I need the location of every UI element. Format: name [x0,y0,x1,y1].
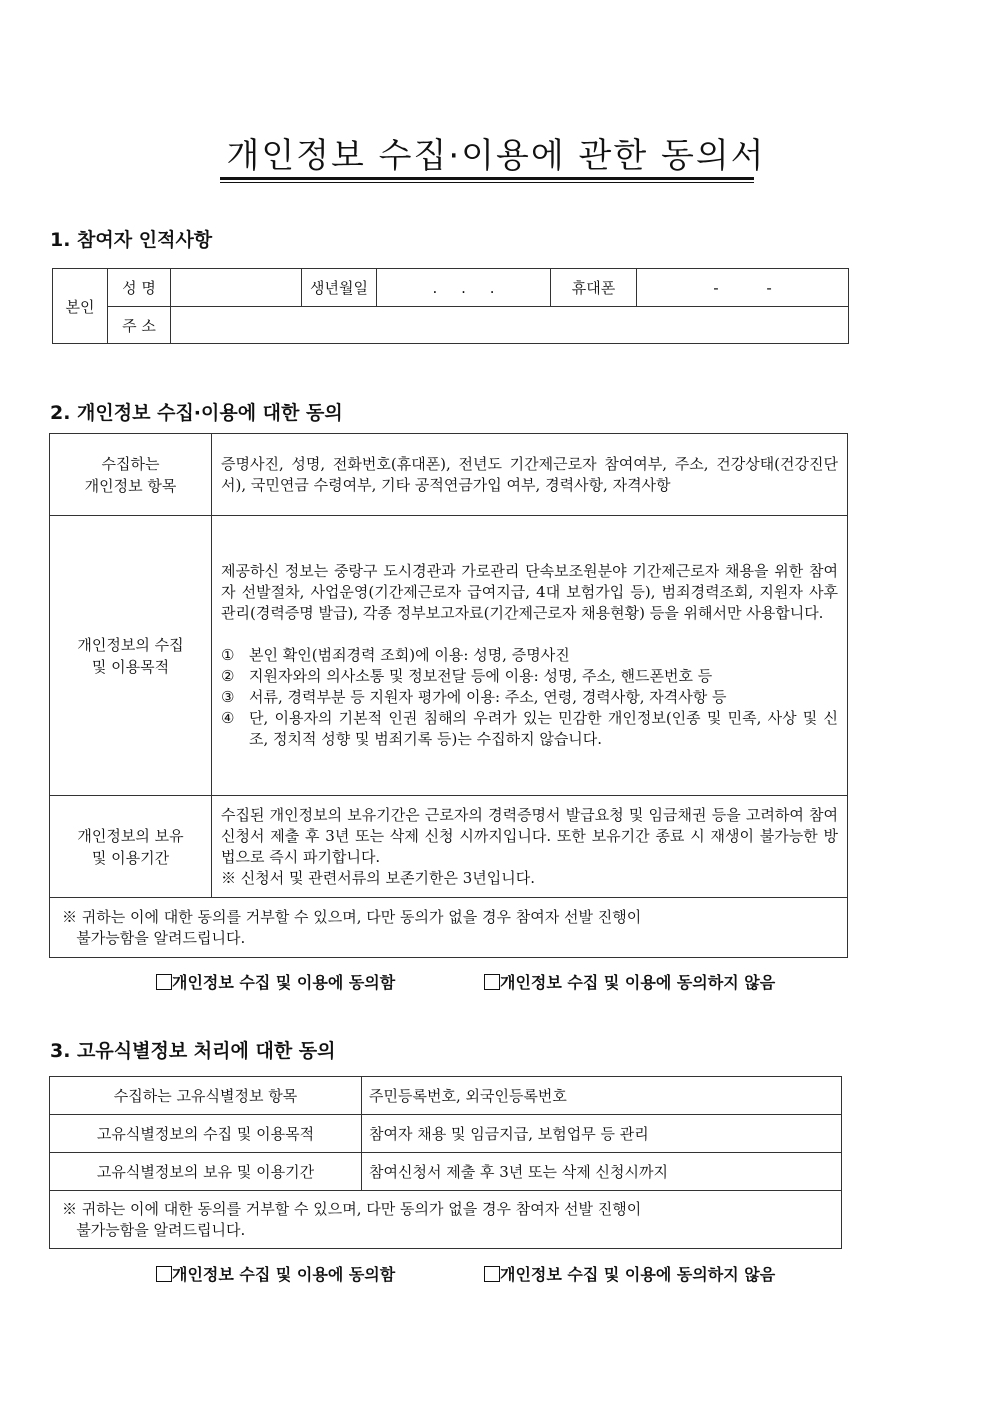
retention-text: 수집된 개인정보의 보유기간은 근로자의 경력증명서 발급요청 및 임금채권 등을 고려하여 참여신청서 제출 후 3년 또는 삭제 신청 시까지입니다. 또한 보유기간 종료 시 재생이 불가능한 방법으로 즉시 파기합니다. [221,805,838,866]
uid-disagree-checkbox[interactable] [484,1266,500,1282]
uid-agree-option[interactable] [156,1262,395,1285]
purpose-list [221,645,838,750]
agree-checkbox[interactable] [156,974,172,990]
section2-consent-options [156,970,856,994]
birth-label: 생년월일 [302,269,377,307]
collected-items-text: 증명사진, 성명, 전화번호(휴대폰), 전년도 기간제근로자 참여여부, 주소, 건강상태(건강진단서), 국민연금 수령여부, 기타 공적연금가입 여부, 경력사항, 자격사항 [212,434,848,516]
uid-agree-label: 개인정보 수집 및 이용에 동의함 [172,1265,396,1284]
purpose-label: 개인정보의 수집 및 이용목적 [50,516,212,796]
agree-label: 개인정보 수집 및 이용에 동의함 [172,973,396,992]
collected-items-label: 수집하는 개인정보 항목 [50,434,212,516]
address-label: 주 소 [108,307,171,344]
name-input-cell[interactable] [171,269,302,307]
agree-option[interactable] [156,970,395,993]
disagree-option[interactable] [484,970,775,993]
purpose-intro: 제공하신 정보는 중랑구 도시경관과 가로관리 단속보조원분야 기간제근로자 채용을 위한 참여자 선발절차, 사업운영(기간제근로자 급여지급, 4대 보험가입 등), 범죄경력조회, 지원자 사후관리(경력증명 발급), 각종 정부보고자료(기간제근로자 채용현황) 등을 위해서만 사용합니다. [221,562,838,622]
disagree-checkbox[interactable] [484,974,500,990]
uid-agree-checkbox[interactable] [156,1266,172,1282]
retention-label: 개인정보의 보유 및 이용기간 [50,796,212,898]
section2-heading: 2. 개인정보 수집·이용에 대한 동의 [50,402,343,424]
phone-label: 휴대폰 [551,269,637,307]
section1-heading: 1. 참여자 인적사항 [50,229,213,251]
uid-items-value: 주민등록번호, 외국인등록번호 [362,1077,842,1115]
address-input-cell[interactable] [171,307,849,344]
self-label: 본인 [53,269,108,344]
retention-note: ※ 신청서 및 관련서류의 보존기한은 3년입니다. [221,868,535,887]
uid-items-label: 수집하는 고유식별정보 항목 [50,1077,362,1115]
birth-input-cell[interactable]: . . . [377,269,551,307]
title-underline-thin [220,182,754,183]
purpose-item-1: ① 본인 확인(범죄경력 조회)에 이용: 성명, 증명사진 [221,646,570,664]
name-label: 성 명 [108,269,171,307]
personal-info-table [52,268,849,344]
phone-input-cell[interactable]: - - [637,269,849,307]
uid-disagree-label: 개인정보 수집 및 이용에 동의하지 않음 [500,1265,776,1284]
document-title: 개인정보 수집·이용에 관한 동의서 [226,136,766,176]
unique-id-table [49,1076,842,1249]
disagree-label: 개인정보 수집 및 이용에 동의하지 않음 [500,973,776,992]
section3-consent-options [156,1262,856,1286]
uid-retention-label: 고유식별정보의 보유 및 이용기간 [50,1153,362,1191]
retention-cell [212,796,848,898]
consent-table [49,433,848,958]
section3-heading: 3. 고유식별정보 처리에 대한 동의 [50,1040,336,1062]
uid-purpose-label: 고유식별정보의 수집 및 이용목적 [50,1115,362,1153]
purpose-item-4: ④ 단, 이용자의 기본적 인권 침해의 우려가 있는 민감한 개인정보(인종 및 민족, 사상 및 신조, 정치적 성향 및 범죄기록 등)는 수집하지 않습니다. [221,709,838,748]
uid-retention-value: 참여신청서 제출 후 3년 또는 삭제 신청시까지 [362,1153,842,1191]
purpose-cell [212,516,848,796]
uid-purpose-value: 참여자 채용 및 임금지급, 보험업무 등 관리 [362,1115,842,1153]
purpose-item-2: ② 지원자와의 의사소통 및 정보전달 등에 이용: 성명, 주소, 핸드폰번호 등 [221,667,713,685]
uid-refusal-notice: ※ 귀하는 이에 대한 동의를 거부할 수 있으며, 다만 동의가 없을 경우 참여자 선발 진행이 불가능함을 알려드립니다. [50,1191,842,1249]
refusal-notice: ※ 귀하는 이에 대한 동의를 거부할 수 있으며, 다만 동의가 없을 경우 참여자 선발 진행이 불가능함을 알려드립니다. [50,898,848,958]
purpose-item-3: ③ 서류, 경력부분 등 지원자 평가에 이용: 주소, 연령, 경력사항, 자격사항 등 [221,688,727,706]
uid-disagree-option[interactable] [484,1262,775,1285]
title-underline-thick [220,177,754,180]
